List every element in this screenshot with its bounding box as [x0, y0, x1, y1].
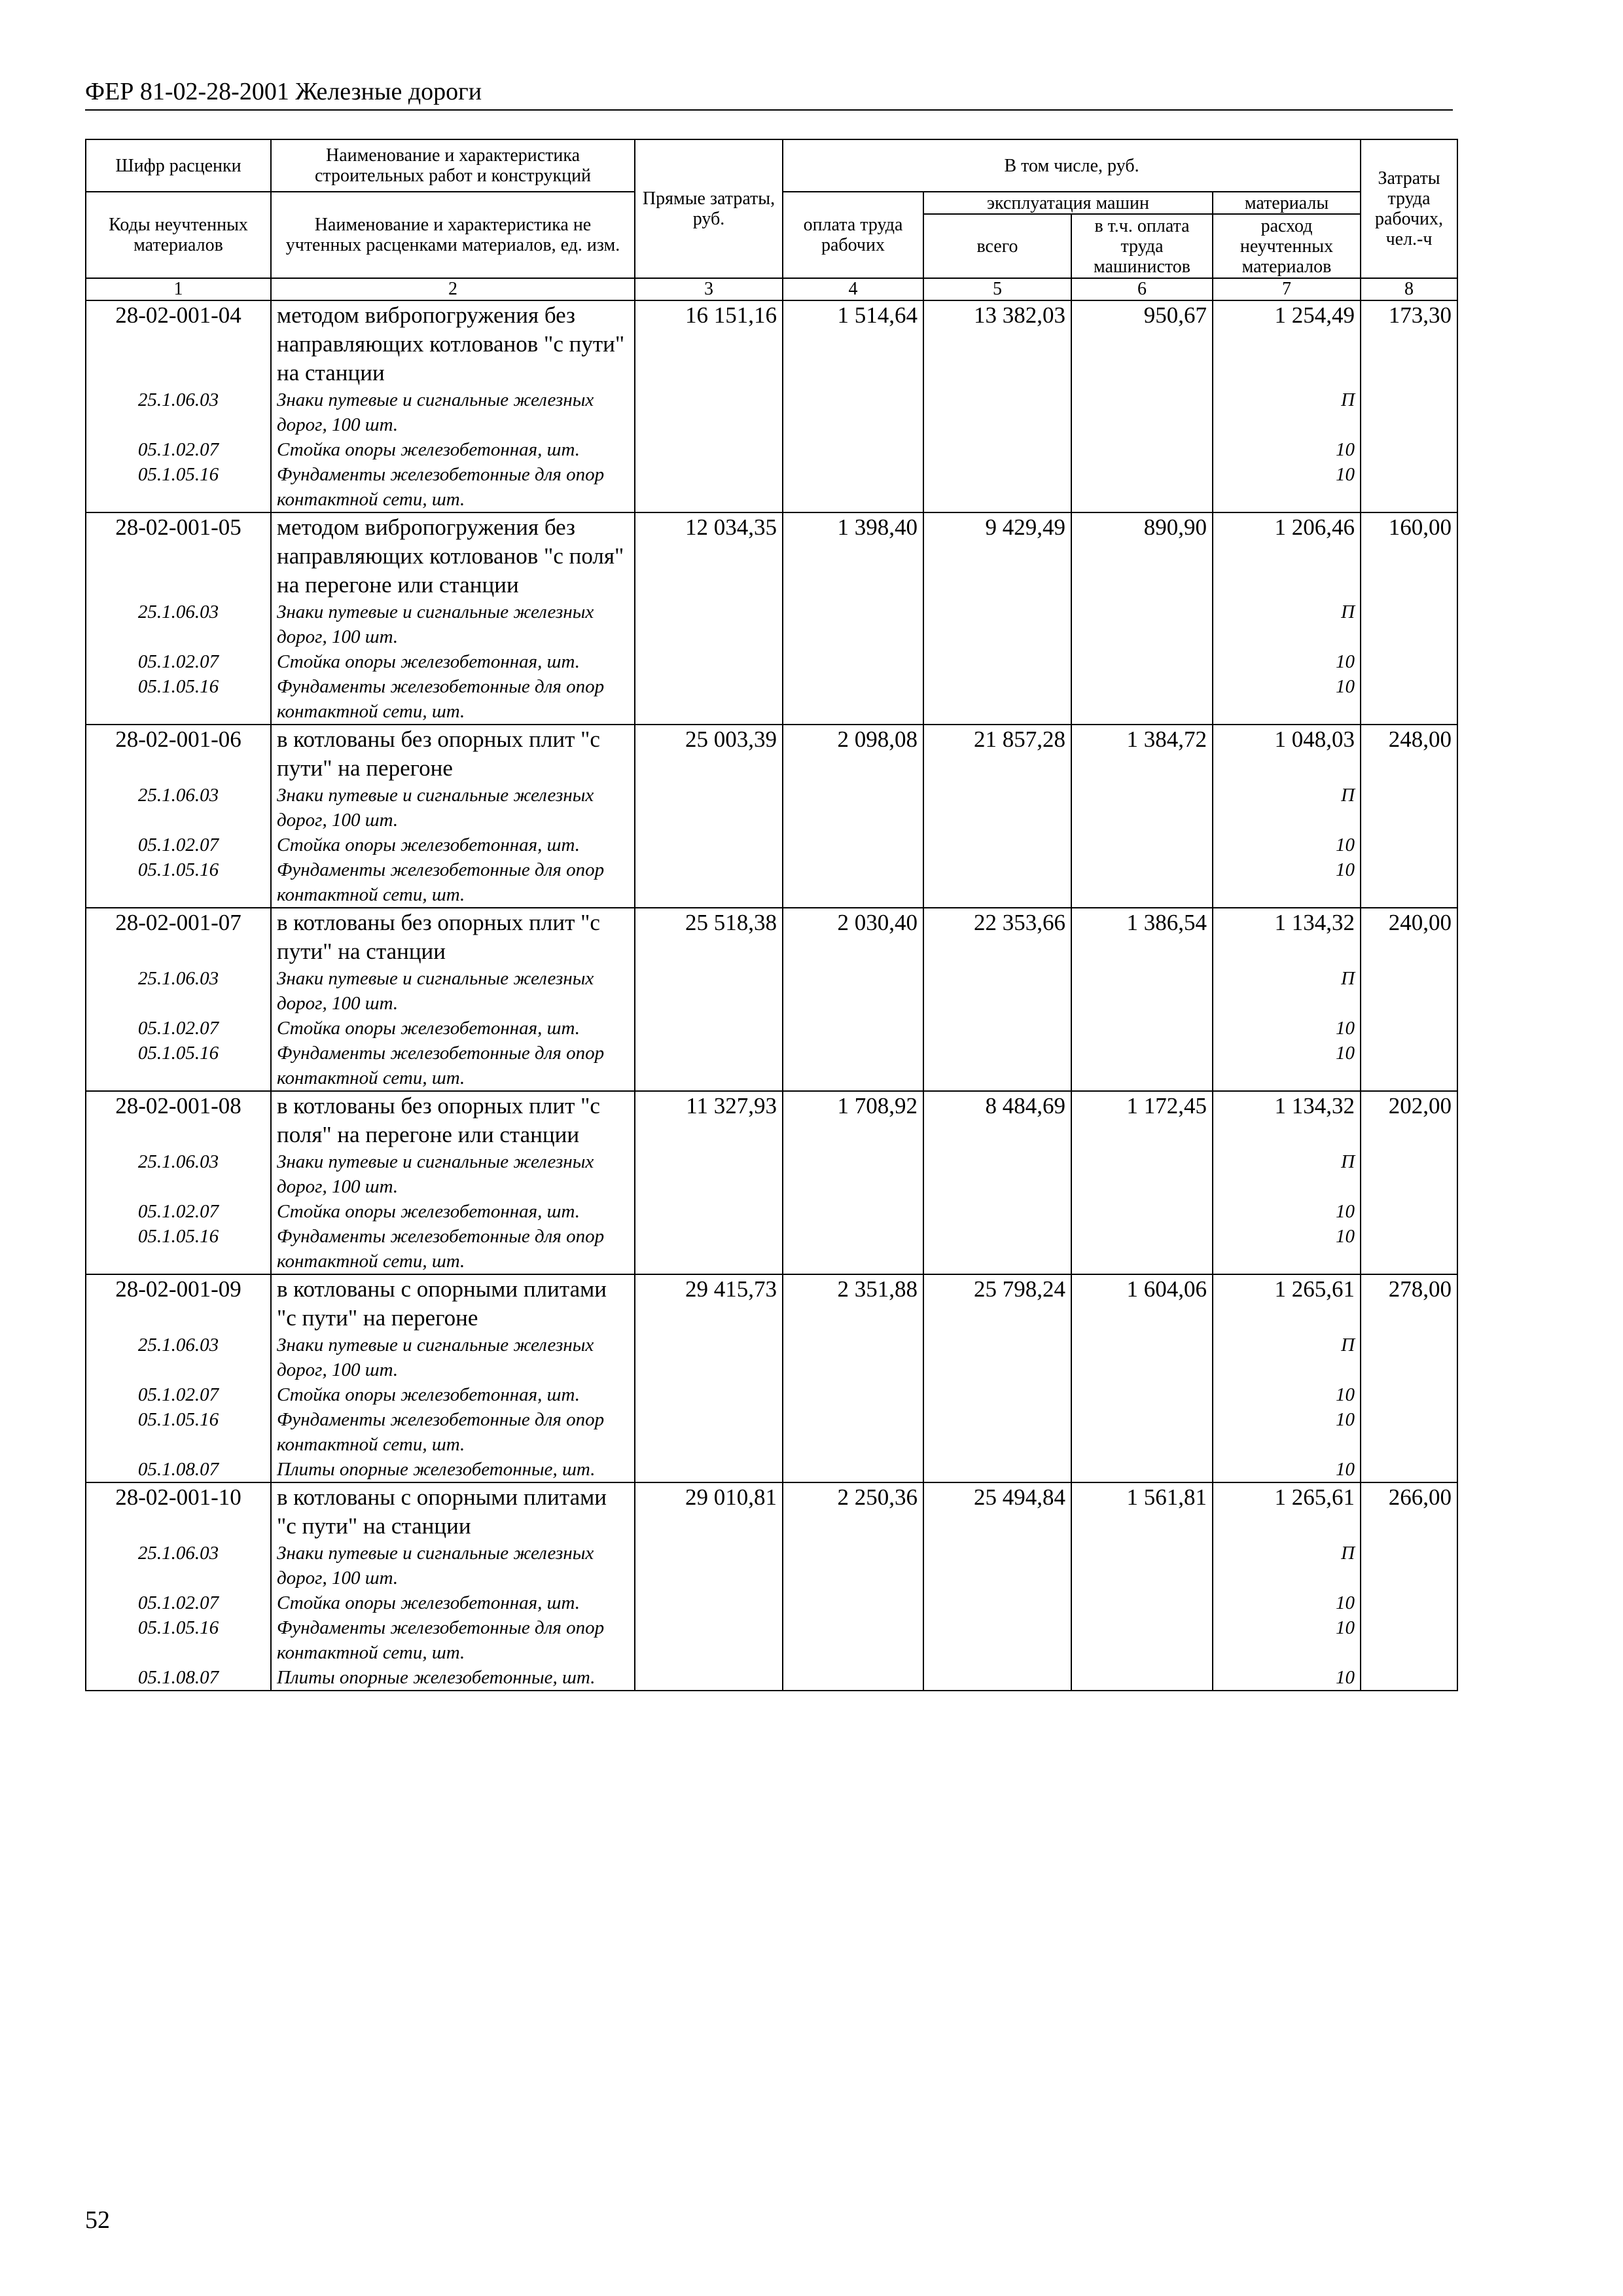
- empty-cell: [783, 1149, 923, 1199]
- empty-cell: [783, 833, 923, 857]
- rate-row: [86, 512, 1457, 600]
- material-row: [86, 1149, 1457, 1199]
- material-row: [86, 1541, 1457, 1590]
- empty-cell: [635, 649, 783, 674]
- table-body: [86, 300, 1457, 1691]
- empty-cell: [635, 1224, 783, 1274]
- empty-cell: [1071, 1457, 1213, 1482]
- empty-cell: [1071, 833, 1213, 857]
- material-name: Знаки путевые и сигнальные железных дорог, 100 шт.: [271, 1333, 635, 1382]
- rate-row: [86, 725, 1457, 783]
- empty-cell: [923, 857, 1071, 908]
- material-name: Знаки путевые и сигнальные железных дорог, 100 шт.: [271, 1149, 635, 1199]
- machines-total: 13 382,03: [923, 300, 1071, 387]
- material-row: [86, 600, 1457, 649]
- empty-cell: [1071, 1199, 1213, 1224]
- empty-cell: [1361, 1333, 1457, 1382]
- material-name: Стойка опоры железобетонная, шт.: [271, 1016, 635, 1041]
- empty-cell: [783, 1199, 923, 1224]
- material-quantity: 10: [1213, 1615, 1361, 1665]
- empty-cell: [1361, 649, 1457, 674]
- material-name: Фундаменты железобетонные для опор контактной сети, шт.: [271, 462, 635, 512]
- material-name: Стойка опоры железобетонная, шт.: [271, 437, 635, 462]
- material-code: 05.1.02.07: [86, 1590, 271, 1615]
- material-quantity: 10: [1213, 1665, 1361, 1691]
- materials-cost: 1 206,46: [1213, 512, 1361, 600]
- empty-cell: [1071, 437, 1213, 462]
- empty-cell: [783, 387, 923, 437]
- empty-cell: [923, 1407, 1071, 1457]
- empty-cell: [1071, 462, 1213, 512]
- material-row: [86, 783, 1457, 833]
- machines-total: 8 484,69: [923, 1091, 1071, 1149]
- empty-cell: [923, 387, 1071, 437]
- material-quantity: 10: [1213, 1199, 1361, 1224]
- material-quantity: 10: [1213, 1016, 1361, 1041]
- material-code: 05.1.02.07: [86, 1382, 271, 1407]
- material-code: 05.1.08.07: [86, 1457, 271, 1482]
- material-name: Стойка опоры железобетонная, шт.: [271, 649, 635, 674]
- material-name: Знаки путевые и сигнальные железных дорог, 100 шт.: [271, 387, 635, 437]
- machines-total: 25 494,84: [923, 1482, 1071, 1541]
- operators-pay: 1 561,81: [1071, 1482, 1213, 1541]
- labor-hours: 202,00: [1361, 1091, 1457, 1149]
- empty-cell: [783, 1615, 923, 1665]
- material-row: [86, 1457, 1457, 1482]
- rate-code: 28-02-001-07: [86, 908, 271, 966]
- material-code: 05.1.05.16: [86, 1615, 271, 1665]
- header-labor-hours: Затраты труда рабочих, чел.-ч: [1361, 139, 1457, 278]
- material-code: 25.1.06.03: [86, 600, 271, 649]
- empty-cell: [1071, 1224, 1213, 1274]
- empty-cell: [1071, 1149, 1213, 1199]
- material-row: [86, 1615, 1457, 1665]
- material-quantity: 10: [1213, 1224, 1361, 1274]
- material-quantity: 10: [1213, 1041, 1361, 1091]
- empty-cell: [1071, 1041, 1213, 1091]
- material-code: 25.1.06.03: [86, 387, 271, 437]
- material-code: 25.1.06.03: [86, 966, 271, 1016]
- empty-cell: [1071, 1382, 1213, 1407]
- material-row: [86, 649, 1457, 674]
- direct-costs: 25 518,38: [635, 908, 783, 966]
- material-row: [86, 857, 1457, 908]
- labor-pay: 2 030,40: [783, 908, 923, 966]
- empty-cell: [783, 857, 923, 908]
- empty-cell: [635, 966, 783, 1016]
- header-code-bottom: Коды неучтенных материалов: [86, 192, 271, 278]
- operators-pay: 1 384,72: [1071, 725, 1213, 783]
- rate-description: в котлованы без опорных плит "с пути" на станции: [271, 908, 635, 966]
- empty-cell: [1361, 600, 1457, 649]
- material-code: 25.1.06.03: [86, 783, 271, 833]
- material-quantity: П: [1213, 783, 1361, 833]
- empty-cell: [1071, 857, 1213, 908]
- material-quantity: П: [1213, 600, 1361, 649]
- header-group: В том числе, руб.: [783, 139, 1361, 192]
- empty-cell: [635, 1016, 783, 1041]
- direct-costs: 29 415,73: [635, 1274, 783, 1333]
- machines-total: 22 353,66: [923, 908, 1071, 966]
- empty-cell: [1071, 1541, 1213, 1590]
- header-direct-costs: Прямые затраты, руб.: [635, 139, 783, 278]
- material-name: Знаки путевые и сигнальные железных дорог, 100 шт.: [271, 600, 635, 649]
- material-quantity: П: [1213, 1541, 1361, 1590]
- material-name: Фундаменты железобетонные для опор контактной сети, шт.: [271, 1224, 635, 1274]
- labor-hours: 248,00: [1361, 725, 1457, 783]
- empty-cell: [635, 1199, 783, 1224]
- material-quantity: П: [1213, 387, 1361, 437]
- header-unaccounted-materials: расход неучтенных материалов: [1213, 214, 1361, 278]
- material-row: [86, 966, 1457, 1016]
- material-name: Стойка опоры железобетонная, шт.: [271, 833, 635, 857]
- column-number: 8: [1361, 278, 1457, 300]
- material-name: Фундаменты железобетонные для опор контактной сети, шт.: [271, 1407, 635, 1457]
- empty-cell: [635, 1041, 783, 1091]
- header-materials: материалы: [1213, 192, 1361, 214]
- empty-cell: [783, 649, 923, 674]
- material-row: [86, 833, 1457, 857]
- material-quantity: П: [1213, 966, 1361, 1016]
- empty-cell: [1361, 1199, 1457, 1224]
- direct-costs: 25 003,39: [635, 725, 783, 783]
- empty-cell: [1361, 387, 1457, 437]
- material-name: Знаки путевые и сигнальные железных дорог, 100 шт.: [271, 783, 635, 833]
- empty-cell: [635, 600, 783, 649]
- material-code: 05.1.02.07: [86, 1016, 271, 1041]
- material-quantity: 10: [1213, 1407, 1361, 1457]
- material-name: Фундаменты железобетонные для опор контактной сети, шт.: [271, 674, 635, 725]
- direct-costs: 11 327,93: [635, 1091, 783, 1149]
- empty-cell: [1071, 674, 1213, 725]
- rate-description: в котлованы с опорными плитами "с пути" на станции: [271, 1482, 635, 1541]
- empty-cell: [635, 1149, 783, 1199]
- material-row: [86, 1333, 1457, 1382]
- empty-cell: [783, 600, 923, 649]
- material-row: [86, 1382, 1457, 1407]
- direct-costs: 29 010,81: [635, 1482, 783, 1541]
- header-rule: [85, 109, 1453, 111]
- page-number: 52: [85, 2206, 110, 2234]
- empty-cell: [923, 1541, 1071, 1590]
- operators-pay: 1 386,54: [1071, 908, 1213, 966]
- material-code: 25.1.06.03: [86, 1333, 271, 1382]
- material-row: [86, 1665, 1457, 1691]
- empty-cell: [783, 674, 923, 725]
- empty-cell: [635, 857, 783, 908]
- material-quantity: 10: [1213, 1382, 1361, 1407]
- empty-cell: [783, 1457, 923, 1482]
- material-name: Стойка опоры железобетонная, шт.: [271, 1590, 635, 1615]
- rate-code: 28-02-001-04: [86, 300, 271, 387]
- empty-cell: [635, 1615, 783, 1665]
- empty-cell: [635, 1457, 783, 1482]
- material-code: 05.1.02.07: [86, 1199, 271, 1224]
- material-name: Фундаменты железобетонные для опор контактной сети, шт.: [271, 857, 635, 908]
- rates-table: [85, 139, 1458, 1691]
- rate-description: в котлованы без опорных плит "с пути" на перегоне: [271, 725, 635, 783]
- column-number: 6: [1071, 278, 1213, 300]
- empty-cell: [923, 1382, 1071, 1407]
- empty-cell: [1361, 1041, 1457, 1091]
- rate-row: [86, 300, 1457, 387]
- material-quantity: 10: [1213, 649, 1361, 674]
- material-row: [86, 1224, 1457, 1274]
- material-quantity: 10: [1213, 857, 1361, 908]
- empty-cell: [1361, 462, 1457, 512]
- empty-cell: [1071, 783, 1213, 833]
- material-row: [86, 1407, 1457, 1457]
- labor-hours: 266,00: [1361, 1482, 1457, 1541]
- column-number: 7: [1213, 278, 1361, 300]
- materials-cost: 1 134,32: [1213, 1091, 1361, 1149]
- page-header: ФЕР 81-02-28-2001 Железные дороги: [85, 78, 482, 105]
- material-code: 05.1.02.07: [86, 649, 271, 674]
- empty-cell: [923, 1149, 1071, 1199]
- material-code: 05.1.05.16: [86, 1407, 271, 1457]
- empty-cell: [635, 833, 783, 857]
- empty-cell: [1071, 1333, 1213, 1382]
- material-row: [86, 437, 1457, 462]
- empty-cell: [1361, 1407, 1457, 1457]
- operators-pay: 950,67: [1071, 300, 1213, 387]
- empty-cell: [923, 1615, 1071, 1665]
- empty-cell: [635, 387, 783, 437]
- empty-cell: [783, 437, 923, 462]
- empty-cell: [635, 462, 783, 512]
- material-quantity: 10: [1213, 674, 1361, 725]
- empty-cell: [1071, 1665, 1213, 1691]
- material-name: Знаки путевые и сигнальные железных дорог, 100 шт.: [271, 1541, 635, 1590]
- header-operators-pay: в т.ч. оплата труда машинистов: [1071, 214, 1213, 278]
- materials-cost: 1 265,61: [1213, 1482, 1361, 1541]
- material-code: 05.1.05.16: [86, 857, 271, 908]
- empty-cell: [923, 1224, 1071, 1274]
- rate-code: 28-02-001-05: [86, 512, 271, 600]
- rate-description: в котлованы с опорными плитами "с пути" на перегоне: [271, 1274, 635, 1333]
- rate-row: [86, 908, 1457, 966]
- empty-cell: [1071, 387, 1213, 437]
- empty-cell: [923, 437, 1071, 462]
- column-number: 1: [86, 278, 271, 300]
- operators-pay: 1 604,06: [1071, 1274, 1213, 1333]
- rate-row: [86, 1482, 1457, 1541]
- empty-cell: [923, 600, 1071, 649]
- header-machines-total: всего: [923, 214, 1071, 278]
- empty-cell: [923, 674, 1071, 725]
- material-row: [86, 1016, 1457, 1041]
- column-number: 2: [271, 278, 635, 300]
- empty-cell: [783, 966, 923, 1016]
- rate-code: 28-02-001-06: [86, 725, 271, 783]
- labor-pay: 2 098,08: [783, 725, 923, 783]
- header-machines: эксплуатация машин: [923, 192, 1213, 214]
- material-row: [86, 462, 1457, 512]
- empty-cell: [923, 1041, 1071, 1091]
- empty-cell: [1361, 1149, 1457, 1199]
- material-name: Знаки путевые и сигнальные железных дорог, 100 шт.: [271, 966, 635, 1016]
- empty-cell: [635, 437, 783, 462]
- empty-cell: [923, 649, 1071, 674]
- empty-cell: [783, 783, 923, 833]
- empty-cell: [1361, 1615, 1457, 1665]
- material-row: [86, 1199, 1457, 1224]
- empty-cell: [1361, 1590, 1457, 1615]
- operators-pay: 890,90: [1071, 512, 1213, 600]
- material-row: [86, 1041, 1457, 1091]
- rate-description: методом вибропогружения без направляющих котлованов "с пути" на станции: [271, 300, 635, 387]
- column-numbers-row: [86, 278, 1457, 300]
- empty-cell: [923, 833, 1071, 857]
- empty-cell: [635, 1382, 783, 1407]
- empty-cell: [783, 462, 923, 512]
- material-code: 05.1.05.16: [86, 462, 271, 512]
- material-code: 05.1.08.07: [86, 1665, 271, 1691]
- operators-pay: 1 172,45: [1071, 1091, 1213, 1149]
- rate-row: [86, 1091, 1457, 1149]
- direct-costs: 12 034,35: [635, 512, 783, 600]
- empty-cell: [923, 1199, 1071, 1224]
- material-code: 25.1.06.03: [86, 1541, 271, 1590]
- empty-cell: [923, 966, 1071, 1016]
- rate-description: в котлованы без опорных плит "с поля" на перегоне или станции: [271, 1091, 635, 1149]
- materials-cost: 1 254,49: [1213, 300, 1361, 387]
- labor-hours: 173,30: [1361, 300, 1457, 387]
- material-row: [86, 1590, 1457, 1615]
- labor-pay: 1 398,40: [783, 512, 923, 600]
- empty-cell: [1071, 649, 1213, 674]
- empty-cell: [635, 1665, 783, 1691]
- empty-cell: [923, 1590, 1071, 1615]
- labor-pay: 1 514,64: [783, 300, 923, 387]
- empty-cell: [783, 1382, 923, 1407]
- machines-total: 9 429,49: [923, 512, 1071, 600]
- material-name: Стойка опоры железобетонная, шт.: [271, 1382, 635, 1407]
- empty-cell: [1361, 1016, 1457, 1041]
- empty-cell: [635, 783, 783, 833]
- material-row: [86, 674, 1457, 725]
- material-name: Фундаменты железобетонные для опор контактной сети, шт.: [271, 1615, 635, 1665]
- empty-cell: [1361, 1541, 1457, 1590]
- material-quantity: П: [1213, 1333, 1361, 1382]
- empty-cell: [635, 674, 783, 725]
- empty-cell: [783, 1407, 923, 1457]
- machines-total: 25 798,24: [923, 1274, 1071, 1333]
- materials-cost: 1 134,32: [1213, 908, 1361, 966]
- empty-cell: [923, 462, 1071, 512]
- empty-cell: [923, 1457, 1071, 1482]
- empty-cell: [1071, 966, 1213, 1016]
- empty-cell: [635, 1333, 783, 1382]
- material-quantity: 10: [1213, 1590, 1361, 1615]
- empty-cell: [1071, 1016, 1213, 1041]
- empty-cell: [1071, 1407, 1213, 1457]
- rate-description: методом вибропогружения без направляющих котлованов "с поля" на перегоне или станции: [271, 512, 635, 600]
- rate-row: [86, 1274, 1457, 1333]
- empty-cell: [1361, 1457, 1457, 1482]
- labor-hours: 278,00: [1361, 1274, 1457, 1333]
- material-name: Плиты опорные железобетонные, шт.: [271, 1457, 635, 1482]
- rate-code: 28-02-001-08: [86, 1091, 271, 1149]
- empty-cell: [923, 1016, 1071, 1041]
- empty-cell: [783, 1016, 923, 1041]
- empty-cell: [1361, 1665, 1457, 1691]
- material-name: Плиты опорные железобетонные, шт.: [271, 1665, 635, 1691]
- empty-cell: [1361, 437, 1457, 462]
- empty-cell: [1361, 1382, 1457, 1407]
- labor-hours: 240,00: [1361, 908, 1457, 966]
- empty-cell: [1361, 857, 1457, 908]
- empty-cell: [635, 1541, 783, 1590]
- empty-cell: [1071, 600, 1213, 649]
- empty-cell: [1361, 1224, 1457, 1274]
- material-code: 25.1.06.03: [86, 1149, 271, 1199]
- header-code-top: Шифр расценки: [86, 139, 271, 192]
- direct-costs: 16 151,16: [635, 300, 783, 387]
- material-quantity: 10: [1213, 1457, 1361, 1482]
- material-quantity: 10: [1213, 462, 1361, 512]
- column-number: 3: [635, 278, 783, 300]
- table-header: [86, 139, 1457, 300]
- material-quantity: П: [1213, 1149, 1361, 1199]
- empty-cell: [1361, 966, 1457, 1016]
- labor-hours: 160,00: [1361, 512, 1457, 600]
- material-name: Стойка опоры железобетонная, шт.: [271, 1199, 635, 1224]
- empty-cell: [923, 1333, 1071, 1382]
- empty-cell: [635, 1407, 783, 1457]
- empty-cell: [1071, 1590, 1213, 1615]
- header-name-bottom: Наименование и характеристика не учтенных расценками материалов, ед. изм.: [271, 192, 635, 278]
- machines-total: 21 857,28: [923, 725, 1071, 783]
- empty-cell: [923, 783, 1071, 833]
- empty-cell: [1361, 833, 1457, 857]
- empty-cell: [783, 1541, 923, 1590]
- empty-cell: [783, 1590, 923, 1615]
- material-code: 05.1.05.16: [86, 1041, 271, 1091]
- rate-code: 28-02-001-09: [86, 1274, 271, 1333]
- empty-cell: [923, 1665, 1071, 1691]
- material-name: Фундаменты железобетонные для опор контактной сети, шт.: [271, 1041, 635, 1091]
- empty-cell: [1361, 674, 1457, 725]
- empty-cell: [635, 1590, 783, 1615]
- material-code: 05.1.05.16: [86, 1224, 271, 1274]
- empty-cell: [783, 1224, 923, 1274]
- material-quantity: 10: [1213, 833, 1361, 857]
- header-name-top: Наименование и характеристика строительных работ и конструкций: [271, 139, 635, 192]
- materials-cost: 1 265,61: [1213, 1274, 1361, 1333]
- material-code: 05.1.02.07: [86, 437, 271, 462]
- material-quantity: 10: [1213, 437, 1361, 462]
- rate-code: 28-02-001-10: [86, 1482, 271, 1541]
- labor-pay: 1 708,92: [783, 1091, 923, 1149]
- empty-cell: [783, 1041, 923, 1091]
- material-row: [86, 387, 1457, 437]
- material-code: 05.1.02.07: [86, 833, 271, 857]
- labor-pay: 2 351,88: [783, 1274, 923, 1333]
- materials-cost: 1 048,03: [1213, 725, 1361, 783]
- empty-cell: [783, 1333, 923, 1382]
- empty-cell: [783, 1665, 923, 1691]
- column-number: 5: [923, 278, 1071, 300]
- empty-cell: [1361, 783, 1457, 833]
- header-labor-pay: оплата труда рабочих: [783, 192, 923, 278]
- empty-cell: [1071, 1615, 1213, 1665]
- column-number: 4: [783, 278, 923, 300]
- material-code: 05.1.05.16: [86, 674, 271, 725]
- labor-pay: 2 250,36: [783, 1482, 923, 1541]
